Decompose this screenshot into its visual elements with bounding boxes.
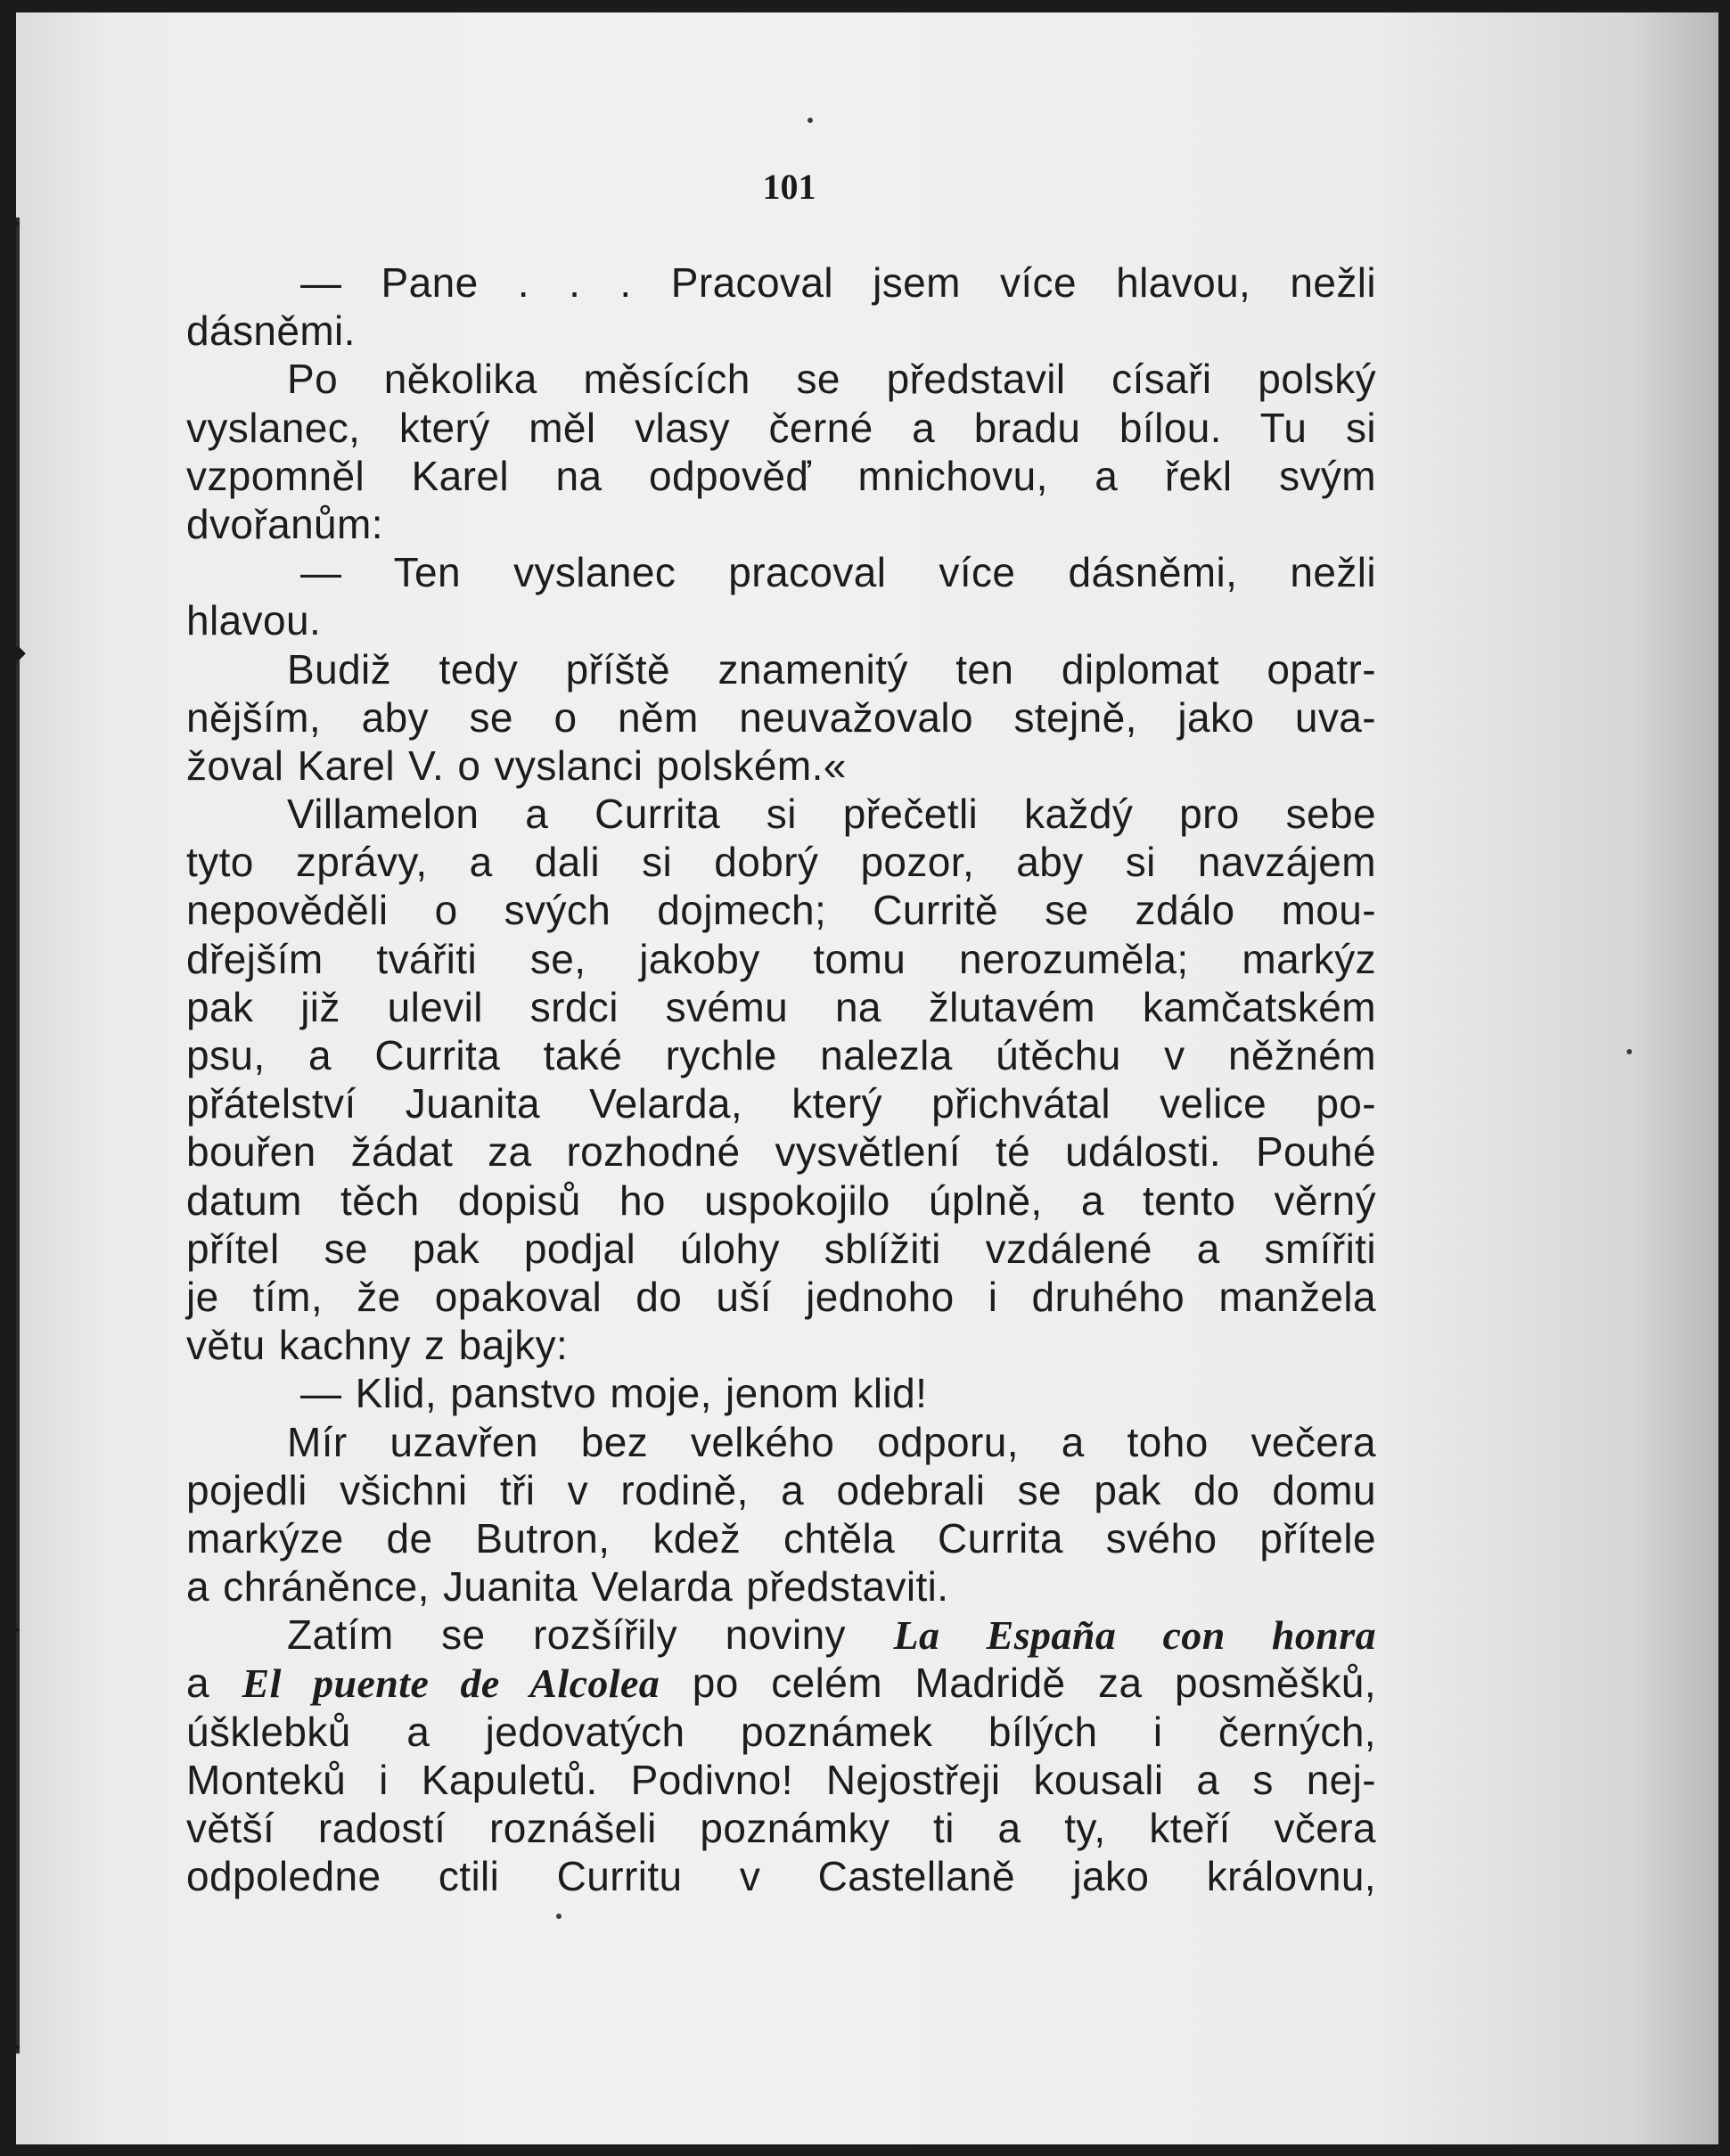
- text-line: dvořanům:: [186, 500, 383, 547]
- text-line: pak již ulevil srdci svému na žlutavém kamčatském: [186, 983, 1376, 1030]
- text-line: odpoledne ctili Curritu v Castellaně jako královnu,: [186, 1853, 1376, 1900]
- text-line: Mír uzavřen bez velkého odporu, a toho večera: [287, 1418, 1376, 1465]
- text-line: Monteků i Kapuletů. Podivno! Nejostřeji kousali a s nej-: [186, 1756, 1376, 1803]
- book-page: [11, 12, 1718, 2144]
- paper-speck: [556, 1914, 562, 1919]
- binding-diamond-icon: ◆: [11, 642, 26, 664]
- text-line: vyslanec, který měl vlasy černé a bradu bílou. Tu si: [186, 404, 1376, 451]
- newspaper-title: El puente de Alcolea: [242, 1660, 660, 1707]
- text-line: bouřen žádat za rozhodné vysvětlení té události. Pouhé: [186, 1128, 1376, 1176]
- text-line: žoval Karel V. o vyslanci polském.«: [186, 742, 847, 789]
- text-line: dásněmi.: [186, 307, 356, 355]
- newspaper-title: La España con honra: [893, 1612, 1376, 1659]
- binding-arrow-icon: ‣: [11, 2037, 22, 2060]
- text-line: — Ten vyslanec pracoval více dásněmi, nežli: [300, 549, 1376, 596]
- text-line: hlavou.: [186, 597, 322, 644]
- text-line: dřejším tvářiti se, jakoby tomu nerozuměla; markýz: [186, 935, 1376, 982]
- binding-arrow-icon: ‣: [11, 214, 22, 236]
- text-line: Budiž tedy příště znamenitý ten diplomat opatr-: [287, 645, 1376, 693]
- text-line: Po několika měsících se představil císaři polský: [287, 356, 1376, 403]
- text-line: přátelství Juanita Velarda, který přichvátal velice po-: [186, 1080, 1376, 1127]
- paper-speck: [1627, 1049, 1632, 1054]
- text-line: a El puente de Alcolea po celém Madridě za posměšků,: [186, 1660, 1377, 1707]
- text-line: Zatím se rozšířily noviny La España con honra: [287, 1611, 1376, 1659]
- text-line: vzpomněl Karel na odpověď mnichovu, a řekl svým: [186, 452, 1376, 499]
- text-lines: [186, 258, 1376, 1611]
- text-line: úšklebků a jedovatých poznámek bílých i černých,: [186, 1708, 1376, 1755]
- text-line: větší radostí roznášeli poznámky ti a ty, kteří včera: [186, 1805, 1376, 1851]
- binding-arrow-icon: ‣: [11, 1620, 22, 1643]
- text-line: je tím, že opakoval do uší jednoho i druhého manžela: [186, 1273, 1376, 1320]
- binding-edge: [16, 217, 20, 2054]
- text-line: tyto zprávy, a dali si dobrý pozor, aby si navzájem: [186, 839, 1376, 886]
- body-text: [186, 258, 1376, 1900]
- text-line: nějším, aby se o něm neuvažovalo stejně, jako uva-: [186, 693, 1376, 741]
- text-line: markýze de Butron, kdež chtěla Currita svého přítele: [186, 1514, 1376, 1562]
- text-line: — Klid, panstvo moje, jenom klid!: [300, 1370, 928, 1417]
- text-line: — Pane . . . Pracoval jsem více hlavou, nežli: [300, 259, 1376, 306]
- text-line: pojedli všichni tři v rodině, a odebrali se pak do domu: [186, 1466, 1376, 1513]
- page-number: 101: [762, 167, 816, 207]
- text-line: přítel se pak podjal úlohy sblížiti vzdálené a smířiti: [186, 1225, 1376, 1272]
- text-line: nepověděli o svých dojmech; Curritě se zdálo mou-: [186, 887, 1376, 934]
- text-line: větu kachny z bajky:: [186, 1322, 569, 1369]
- text-line: a chráněnce, Juanita Velarda představiti.: [186, 1563, 949, 1611]
- text-line: datum těch dopisů ho uspokojilo úplně, a tento věrný: [186, 1176, 1376, 1224]
- text-line: Villamelon a Currita si přečetli každý pro sebe: [287, 791, 1376, 838]
- text-line: psu, a Currita také rychle nalezla útěchu v něžném: [186, 1032, 1376, 1078]
- paper-speck: [808, 118, 813, 123]
